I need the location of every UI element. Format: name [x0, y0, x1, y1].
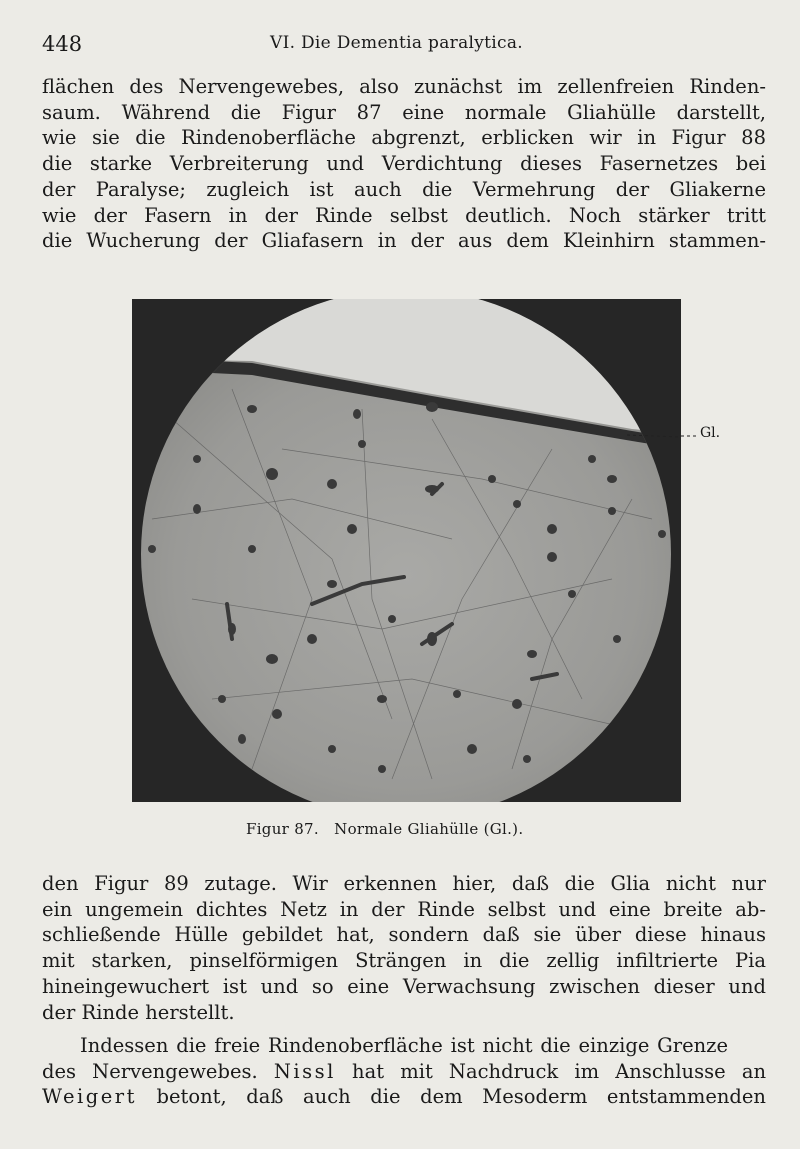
page-header	[42, 30, 758, 60]
text-line: Indessen die freie Rindenoberfläche ist nicht die einzige Grenze	[80, 1034, 728, 1057]
text-line: den Figur 89 zutage. Wir erkennen hier, daß die Glia nicht nur	[42, 872, 766, 895]
text-line: die Wucherung der Gliafasern in der aus dem Kleinhirn stammen-	[42, 229, 766, 253]
text-fragment: betont, daß auch die dem Mesoderm entstammenden	[136, 1085, 766, 1109]
text-line: saum. Während die Figur 87 eine normale Gliahülle darstellt,	[42, 100, 766, 124]
micrograph-figure	[132, 299, 681, 802]
figure-pointer-line	[681, 430, 701, 442]
text-line	[42, 1059, 766, 1085]
text-line: wie der Fasern in der Rinde selbst deutlich. Noch stärker tritt	[42, 203, 766, 227]
figure-label: Gl.	[700, 425, 721, 441]
paragraph-bottom	[42, 1033, 766, 1110]
text-line: hineingewuchert ist und so eine Verwachsung zwischen dieser und	[42, 974, 766, 998]
text-line: wie sie die Rindenoberfläche abgrenzt, erblicken wir in Figur 88	[42, 126, 766, 150]
text-fragment: hat mit Nachdruck im Anschlusse an	[335, 1059, 766, 1083]
text-line: ein ungemein dichtes Netz in der Rinde selbst und eine breite ab-	[42, 897, 766, 921]
text-line	[42, 1084, 766, 1110]
text-fragment: des Nervengewebes.	[42, 1059, 274, 1083]
text-line: schließende Hülle gebildet hat, sondern daß sie über diese hinaus	[42, 923, 766, 947]
running-title: VI. Die Dementia paralytica.	[270, 33, 524, 53]
author-name: Nissl	[273, 1059, 336, 1083]
text-line: flächen des Nervengewebes, also zunächst im zellenfreien Rinden-	[42, 75, 766, 98]
text-line: mit starken, pinselförmigen Strängen in die zellig infiltrierte Pia	[42, 949, 766, 973]
text-line: die starke Verbreiterung und Verdichtung dieses Fasernetzes bei	[42, 152, 766, 176]
figure-caption: Figur 87. Normale Gliahülle (Gl.).	[246, 820, 524, 838]
paragraph-top	[42, 74, 766, 254]
author-name: Weigert	[42, 1085, 137, 1109]
micrograph-image	[132, 299, 681, 802]
page-number: 448	[42, 32, 83, 56]
text-line: der Paralyse; zugleich ist auch die Vermehrung der Gliakerne	[42, 177, 766, 201]
paragraph-middle	[42, 871, 766, 1025]
text-line: der Rinde herstellt.	[42, 1000, 235, 1024]
